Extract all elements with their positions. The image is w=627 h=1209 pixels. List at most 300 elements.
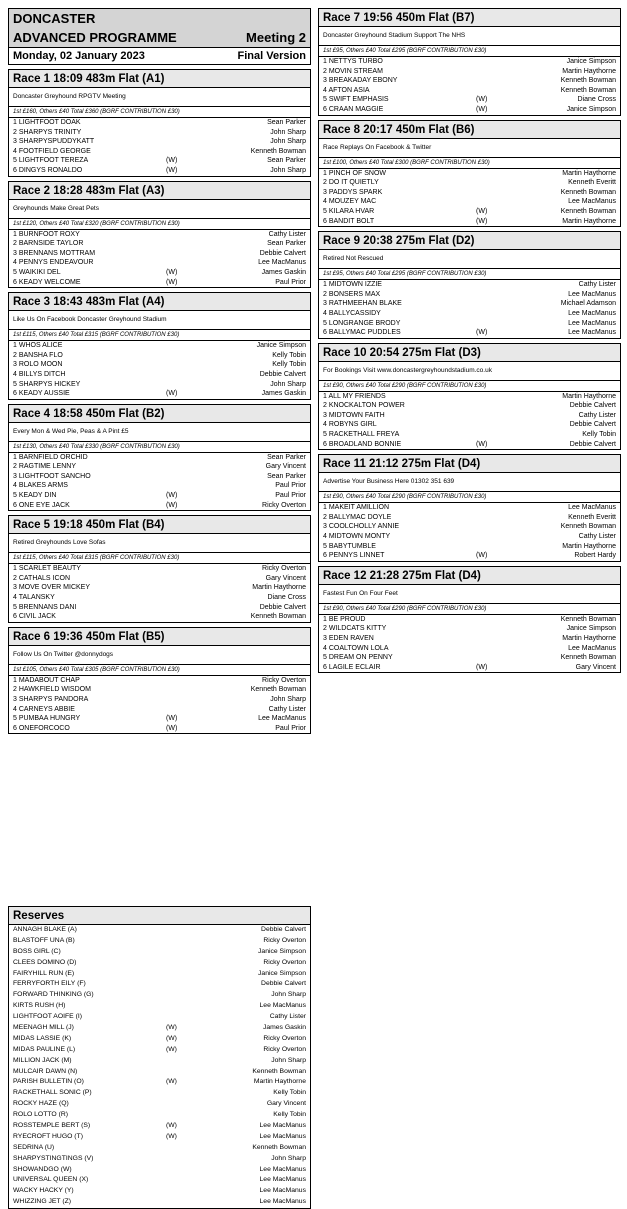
runner-row — [9, 1121, 310, 1132]
trainer-name: Debbie Calvert — [259, 370, 306, 378]
race-sponsor: Race Replays On Facebook & Twitter — [319, 139, 620, 158]
runner-name: 2 HAWKFIELD WISDOM — [13, 686, 91, 694]
trainer-name: Lee MacManus — [568, 198, 616, 206]
race-title: Race 12 21:28 275m Flat (D4) — [319, 567, 620, 585]
runner-row — [9, 166, 310, 176]
trainer-name: Martin Haythorne — [253, 1078, 306, 1086]
wide-runner-mark — [476, 503, 526, 513]
runner-name: 3 BRENNANS MOTTRAM — [13, 249, 96, 257]
runner-row — [9, 249, 310, 259]
race-sponsor: Retired Not Rescued — [319, 250, 620, 269]
runner-name: FORWARD THINKING (G) — [13, 991, 94, 999]
runner-name: 3 MOVE OVER MICKEY — [13, 584, 91, 592]
runner-name: 5 LIGHTFOOT TEREZA — [13, 157, 89, 165]
runner-name: SHOWANDGO (W) — [13, 1165, 72, 1173]
runner-row — [9, 370, 310, 380]
runner-name: KIRTS RUSH (H) — [13, 1002, 66, 1010]
version-label: Final Version — [237, 50, 306, 62]
trainer-name: James Gaskin — [261, 390, 306, 398]
right-column — [318, 4, 621, 673]
runner-name: 1 MADABOUT CHAP — [13, 676, 80, 684]
runner-row — [9, 389, 310, 399]
runner-name: 5 KILARA HVAR — [323, 207, 375, 215]
wide-runner-mark: (W) — [166, 492, 178, 500]
runner-row — [319, 86, 620, 96]
reserves-list — [9, 925, 310, 1208]
runner-name: SEDRINA (U) — [13, 1143, 55, 1151]
left-column — [8, 8, 311, 734]
runner-row — [9, 341, 310, 351]
runner-row — [319, 319, 620, 329]
wide-runner-mark: (W) — [476, 329, 488, 337]
runner-row — [319, 57, 620, 67]
trainer-name: Janice Simpson — [566, 105, 616, 113]
trainer-name: Diane Cross — [267, 594, 306, 602]
trainer-name: James Gaskin — [262, 1024, 306, 1032]
trainer-name: Kenneth Everitt — [568, 179, 616, 187]
runner-name: 2 CATHALS ICON — [13, 574, 71, 582]
wide-runner-mark — [476, 430, 526, 440]
trainer-name: Janice Simpson — [258, 947, 306, 955]
race-sponsor: Every Mon & Wed Pie, Peas & A Pint £5 — [9, 423, 310, 442]
runner-row — [9, 1186, 310, 1197]
runner-name: 4 TALANSKY — [13, 594, 55, 602]
runner-row — [9, 118, 310, 128]
runner-name: ROLO LOTTO (R) — [13, 1111, 69, 1119]
runner-row — [9, 574, 310, 584]
runner-name: ANNAGH BLAKE (A) — [13, 926, 77, 933]
trainer-name: Lee MacManus — [259, 1176, 306, 1184]
right-race-list — [318, 8, 621, 673]
race-prize-money: 1st £115, Others £40 Total £315 (BGRF CONTRIBUTION £30) — [9, 553, 310, 564]
wide-runner-mark — [166, 947, 216, 958]
trainer-name: Cathy Lister — [269, 1013, 306, 1021]
runner-row — [319, 328, 620, 338]
trainer-name: Lee MacManus — [259, 1132, 306, 1140]
wide-runner-mark — [476, 76, 526, 86]
race-title: Race 1 18:09 483m Flat (A1) — [9, 70, 310, 88]
wide-runner-mark — [166, 1175, 216, 1186]
runner-row — [319, 513, 620, 523]
trainer-name: John Sharp — [271, 1154, 306, 1162]
wide-runner-mark — [166, 612, 216, 622]
runner-row — [319, 624, 620, 634]
runner-row — [319, 420, 620, 430]
wide-runner-mark — [166, 1012, 216, 1023]
wide-runner-mark — [166, 1143, 216, 1154]
runner-row — [9, 936, 310, 947]
trainer-name: Janice Simpson — [256, 342, 306, 350]
runner-name: 6 ONEFORCOCO — [13, 724, 70, 732]
runner-name: 2 MOVIN STREAM — [323, 67, 383, 75]
wide-runner-mark — [166, 360, 216, 370]
race-title: Race 6 19:36 450m Flat (B5) — [9, 628, 310, 646]
wide-runner-mark — [166, 380, 216, 390]
trainer-name: Kelly Tobin — [273, 1089, 306, 1097]
runner-name: 4 AFTON ASIA — [323, 86, 370, 94]
wide-runner-mark: (W) — [476, 663, 488, 671]
runner-name: 2 BARNSIDE TAYLOR — [13, 240, 84, 248]
trainer-name: Janice Simpson — [258, 969, 306, 977]
runner-name: 4 MIDTOWN MONTY — [323, 533, 391, 541]
runner-row — [9, 268, 310, 278]
runner-row — [9, 501, 310, 511]
wide-runner-mark — [476, 188, 526, 198]
trainer-name: John Sharp — [271, 1056, 306, 1064]
trainer-name: Kenneth Bowman — [250, 613, 306, 621]
race-card — [8, 181, 311, 289]
runner-name: 2 SHARPYS TRINITY — [13, 128, 82, 136]
trainer-name: Sean Parker — [267, 157, 306, 165]
trainer-name: Paul Prior — [275, 724, 306, 732]
runner-name: ROSSTEMPLE BERT (S) — [13, 1122, 91, 1130]
trainer-name: Ricky Overton — [262, 565, 306, 573]
trainer-name: Debbie Calvert — [261, 980, 306, 988]
runner-name: 5 BRENNANS DANI — [13, 603, 77, 611]
wide-runner-mark — [166, 1110, 216, 1121]
wide-runner-mark — [476, 624, 526, 634]
runner-row — [9, 239, 310, 249]
wide-runner-mark — [166, 1001, 216, 1012]
runner-row — [319, 503, 620, 513]
runner-row — [9, 481, 310, 491]
wide-runner-mark: (W) — [476, 440, 488, 448]
runner-row — [319, 542, 620, 552]
wide-runner-mark: (W) — [166, 390, 178, 398]
wide-runner-mark: (W) — [166, 157, 178, 165]
runner-name: WACKY HACKY (Y) — [13, 1187, 74, 1195]
wide-runner-mark — [166, 925, 216, 936]
runner-name: 1 MAKEIT AMILLION — [323, 504, 390, 512]
runner-row — [9, 685, 310, 695]
trainer-name: John Sharp — [271, 991, 306, 999]
wide-runner-mark: (W) — [166, 1132, 177, 1140]
trainer-name: Paul Prior — [275, 492, 306, 500]
trainer-name: Lee MacManus — [259, 1198, 306, 1206]
wide-runner-mark: (W) — [166, 1034, 177, 1042]
trainer-name: Cathy Lister — [268, 230, 306, 238]
wide-runner-mark — [476, 532, 526, 542]
trainer-name: Cathy Lister — [578, 411, 616, 419]
wide-runner-mark — [166, 351, 216, 361]
runner-row — [319, 95, 620, 105]
runner-row — [9, 695, 310, 705]
runner-name: 3 RATHMEEHAN BLAKE — [323, 300, 402, 308]
race-sponsor: Doncaster Greyhound RPGTV Meeting — [9, 88, 310, 107]
runner-name: 1 BURNFOOT ROXY — [13, 230, 80, 238]
wide-runner-mark — [166, 1197, 216, 1208]
runner-row — [319, 105, 620, 115]
wide-runner-mark — [166, 990, 216, 1001]
runner-row — [9, 925, 310, 936]
trainer-name: Lee MacManus — [568, 644, 616, 652]
trainer-name: Ricky Overton — [263, 1034, 306, 1042]
reserves-panel — [8, 906, 311, 1209]
trainer-name: Lee MacManus — [568, 504, 616, 512]
runner-row — [9, 1034, 310, 1045]
race-title: Race 11 21:12 275m Flat (D4) — [319, 455, 620, 473]
wide-runner-mark: (W) — [476, 207, 488, 215]
wide-runner-mark — [476, 513, 526, 523]
trainer-name: Sean Parker — [267, 240, 306, 248]
trainer-name: Debbie Calvert — [569, 402, 616, 410]
runner-row — [9, 593, 310, 603]
trainer-name: Martin Haythorne — [252, 584, 306, 592]
race-card — [8, 292, 311, 400]
wide-runner-mark — [166, 1056, 216, 1067]
runner-row — [9, 1088, 310, 1099]
runner-name: 5 KEADY DIN — [13, 492, 57, 500]
race-card — [318, 8, 621, 116]
trainer-name: Lee MacManus — [258, 715, 306, 723]
runner-name: WHIZZING JET (Z) — [13, 1198, 72, 1206]
trainer-name: Kenneth Bowman — [560, 188, 616, 196]
wide-runner-mark: (W) — [166, 166, 178, 174]
runner-name: ROCKY HAZE (Q) — [13, 1100, 69, 1108]
runner-name: 6 LAGILE ECLAIR — [323, 663, 381, 671]
trainer-name: Martin Haythorne — [562, 542, 616, 550]
wide-runner-mark: (W) — [476, 217, 488, 225]
wide-runner-mark — [476, 309, 526, 319]
runner-name: CLEES DOMINO (D) — [13, 958, 77, 966]
wide-runner-mark — [166, 705, 216, 715]
runner-row — [9, 147, 310, 157]
race-prize-money: 1st £130, Others £40 Total £330 (BGRF CONTRIBUTION £30) — [9, 442, 310, 453]
runner-name: 4 BLAKES ARMS — [13, 482, 68, 490]
trainer-name: Kenneth Bowman — [560, 77, 616, 85]
runner-row — [9, 979, 310, 990]
race-title: Race 3 18:43 483m Flat (A4) — [9, 293, 310, 311]
runner-name: 6 DINGYS RONALDO — [13, 166, 83, 174]
wide-runner-mark — [166, 1154, 216, 1165]
runner-row — [9, 676, 310, 686]
runner-row — [9, 360, 310, 370]
runner-name: 2 BANSHA FLO — [13, 351, 63, 359]
runner-row — [9, 583, 310, 593]
runner-name: 3 SHARPYS PANDORA — [13, 696, 89, 703]
race-sponsor: Doncaster Greyhound Stadium Support The NHS — [319, 27, 620, 46]
wide-runner-mark — [476, 290, 526, 300]
trainer-name: Lee MacManus — [568, 329, 616, 337]
race-sponsor: Like Us On Facebook Doncaster Greyhound Stadium — [9, 311, 310, 330]
runner-row — [319, 430, 620, 440]
wide-runner-mark: (W) — [476, 105, 488, 113]
race-prize-money: 1st £120, Others £40 Total £320 (BGRF CONTRIBUTION £30) — [9, 219, 310, 230]
runner-name: 2 KNOCKALTON POWER — [323, 402, 405, 410]
runner-row — [9, 1132, 310, 1143]
runner-row — [319, 76, 620, 86]
trainer-name: Kenneth Bowman — [560, 615, 616, 623]
runner-name: 1 WHOS ALICE — [13, 342, 63, 350]
runner-name: 4 ROBYNS GIRL — [323, 421, 377, 429]
wide-runner-mark — [166, 239, 216, 249]
trainer-name: Martin Haythorne — [562, 635, 616, 642]
runner-row — [319, 522, 620, 532]
trainer-name: Lee MacManus — [259, 1187, 306, 1195]
race-prize-money: 1st £95, Others £40 Total £295 (BGRF CONTRIBUTION £30) — [319, 46, 620, 57]
runner-row — [9, 1197, 310, 1208]
wide-runner-mark — [166, 695, 216, 705]
programme-header — [8, 8, 311, 65]
wide-runner-mark — [476, 411, 526, 421]
trainer-name: Janice Simpson — [566, 58, 616, 65]
runner-name: LIGHTFOOT AOIFE (I) — [13, 1013, 82, 1021]
trainer-name: Gary Vincent — [575, 663, 616, 671]
runner-row — [9, 491, 310, 501]
runner-row — [319, 309, 620, 319]
runner-name: 3 BREAKADAY EBONY — [323, 77, 398, 85]
runner-name: 4 CARNEYS ABBIE — [13, 705, 75, 713]
wide-runner-mark — [166, 936, 216, 947]
trainer-name: Ricky Overton — [262, 676, 306, 684]
runner-name: 6 BALLYMAC PUDDLES — [323, 329, 401, 337]
trainer-name: Martin Haythorne — [562, 67, 616, 75]
runner-row — [9, 1001, 310, 1012]
runner-row — [9, 705, 310, 715]
wide-runner-mark — [166, 979, 216, 990]
trainer-name: Lee MacManus — [568, 290, 616, 298]
wide-runner-mark — [476, 178, 526, 188]
wide-runner-mark: (W) — [166, 1122, 177, 1130]
trainer-name: Ricky Overton — [263, 958, 306, 966]
runner-name: 2 WILDCATS KITTY — [323, 625, 387, 633]
wide-runner-mark — [476, 86, 526, 96]
runner-row — [319, 663, 620, 673]
race-card — [8, 515, 311, 623]
race-card — [318, 566, 621, 674]
runner-name: 6 BROADLAND BONNIE — [323, 440, 402, 448]
wide-runner-mark — [166, 249, 216, 259]
trainer-name: Kenneth Bowman — [560, 207, 616, 215]
runner-name: 1 SCARLET BEAUTY — [13, 565, 81, 573]
wide-runner-mark — [166, 685, 216, 695]
runner-name: 2 RAGTIME LENNY — [13, 463, 77, 471]
runner-name: 1 NETTYS TURBO — [323, 58, 383, 65]
wide-runner-mark — [166, 574, 216, 584]
wide-runner-mark — [476, 197, 526, 207]
wide-runner-mark — [166, 593, 216, 603]
race-prize-money: 1st £105, Others £40 Total £305 (BGRF CONTRIBUTION £30) — [9, 665, 310, 676]
wide-runner-mark — [166, 1099, 216, 1110]
runner-row — [9, 1023, 310, 1034]
runner-name: 2 DO IT QUIETLY — [323, 179, 379, 187]
runner-name: 2 BONSERS MAX — [323, 290, 381, 298]
race-prize-money: 1st £115, Others £40 Total £315 (BGRF CONTRIBUTION £30) — [9, 330, 310, 341]
wide-runner-mark — [166, 564, 216, 574]
runner-name: BLASTOFF UNA (B) — [13, 936, 75, 944]
runner-row — [9, 258, 310, 268]
trainer-name: Cathy Lister — [268, 705, 306, 713]
track-name: DONCASTER — [13, 10, 96, 26]
wide-runner-mark: (W) — [166, 1045, 177, 1053]
wide-runner-mark — [476, 169, 526, 179]
wide-runner-mark — [166, 118, 216, 128]
runner-name: 3 COOLCHOLLY ANNIE — [323, 523, 399, 531]
trainer-name: Lee MacManus — [568, 319, 616, 327]
runner-name: 4 BILLYS DITCH — [13, 370, 66, 378]
runner-name: 4 FOOTFIELD GEORGE — [13, 147, 91, 155]
runner-name: 2 BALLYMAC DOYLE — [323, 513, 392, 521]
runner-name: 6 ONE EYE JACK — [13, 501, 70, 509]
race-card — [318, 454, 621, 562]
wide-runner-mark — [166, 472, 216, 482]
race-title: Race 2 18:28 483m Flat (A3) — [9, 182, 310, 200]
runner-name: MEENAGH MILL (J) — [13, 1024, 74, 1032]
runner-name: MILLION JACK (M) — [13, 1056, 72, 1064]
trainer-name: John Sharp — [270, 696, 306, 703]
runner-name: 3 MIDTOWN FAITH — [323, 411, 385, 419]
runner-name: 3 EDEN RAVEN — [323, 635, 374, 642]
runner-row — [9, 1165, 310, 1176]
wide-runner-mark — [476, 542, 526, 552]
wide-runner-mark — [166, 370, 216, 380]
runner-name: 1 BARNFIELD ORCHID — [13, 453, 88, 461]
wide-runner-mark: (W) — [166, 268, 178, 276]
trainer-name: Lee MacManus — [259, 1122, 306, 1130]
trainer-name: Ricky Overton — [263, 936, 306, 944]
trainer-name: Ricky Overton — [263, 1045, 306, 1053]
trainer-name: Cathy Lister — [578, 281, 616, 289]
runner-name: 1 BE PROUD — [323, 615, 366, 623]
wide-runner-mark — [166, 258, 216, 268]
runner-row — [9, 990, 310, 1001]
runner-row — [9, 969, 310, 980]
runner-name: 6 KEADY WELCOME — [13, 278, 81, 286]
trainer-name: Sean Parker — [267, 453, 306, 461]
trainer-name: Debbie Calvert — [569, 440, 616, 448]
wide-runner-mark — [476, 57, 526, 67]
trainer-name: Robert Hardy — [574, 552, 616, 560]
race-title: Race 4 18:58 450m Flat (B2) — [9, 405, 310, 423]
trainer-name: Cathy Lister — [578, 533, 616, 541]
runner-row — [9, 472, 310, 482]
wide-runner-mark — [166, 603, 216, 613]
runner-name: RACKETHALL SONIC (P) — [13, 1089, 92, 1097]
wide-runner-mark — [476, 420, 526, 430]
runner-name: MIDAS LASSIE (K) — [13, 1034, 72, 1042]
runner-row — [319, 290, 620, 300]
trainer-name: Kelly Tobin — [582, 431, 616, 439]
runner-row — [319, 615, 620, 625]
runner-name: 4 COALTOWN LOLA — [323, 644, 389, 652]
trainer-name: John Sharp — [270, 128, 306, 136]
wide-runner-mark: (W) — [166, 715, 178, 723]
race-title: Race 8 20:17 450m Flat (B6) — [319, 121, 620, 139]
race-card — [8, 627, 311, 735]
wide-runner-mark — [166, 1067, 216, 1078]
race-card — [8, 69, 311, 177]
runner-row — [9, 128, 310, 138]
trainer-name: John Sharp — [270, 166, 306, 174]
runner-name: 1 ALL MY FRIENDS — [323, 392, 386, 400]
trainer-name: Michael Adamson — [560, 300, 616, 308]
wide-runner-mark — [166, 481, 216, 491]
wide-runner-mark — [166, 147, 216, 157]
runner-name: UNIVERSAL QUEEN (X) — [13, 1176, 89, 1184]
runner-row — [319, 67, 620, 77]
wide-runner-mark — [166, 583, 216, 593]
wide-runner-mark — [166, 462, 216, 472]
runner-name: MULCAIR DAWN (N) — [13, 1067, 78, 1075]
runner-row — [9, 453, 310, 463]
runner-row — [319, 401, 620, 411]
runner-row — [9, 1143, 310, 1154]
runner-row — [9, 1067, 310, 1078]
trainer-name: Kenneth Bowman — [560, 654, 616, 662]
runner-row — [9, 1175, 310, 1186]
runner-row — [9, 137, 310, 147]
wide-runner-mark — [166, 958, 216, 969]
